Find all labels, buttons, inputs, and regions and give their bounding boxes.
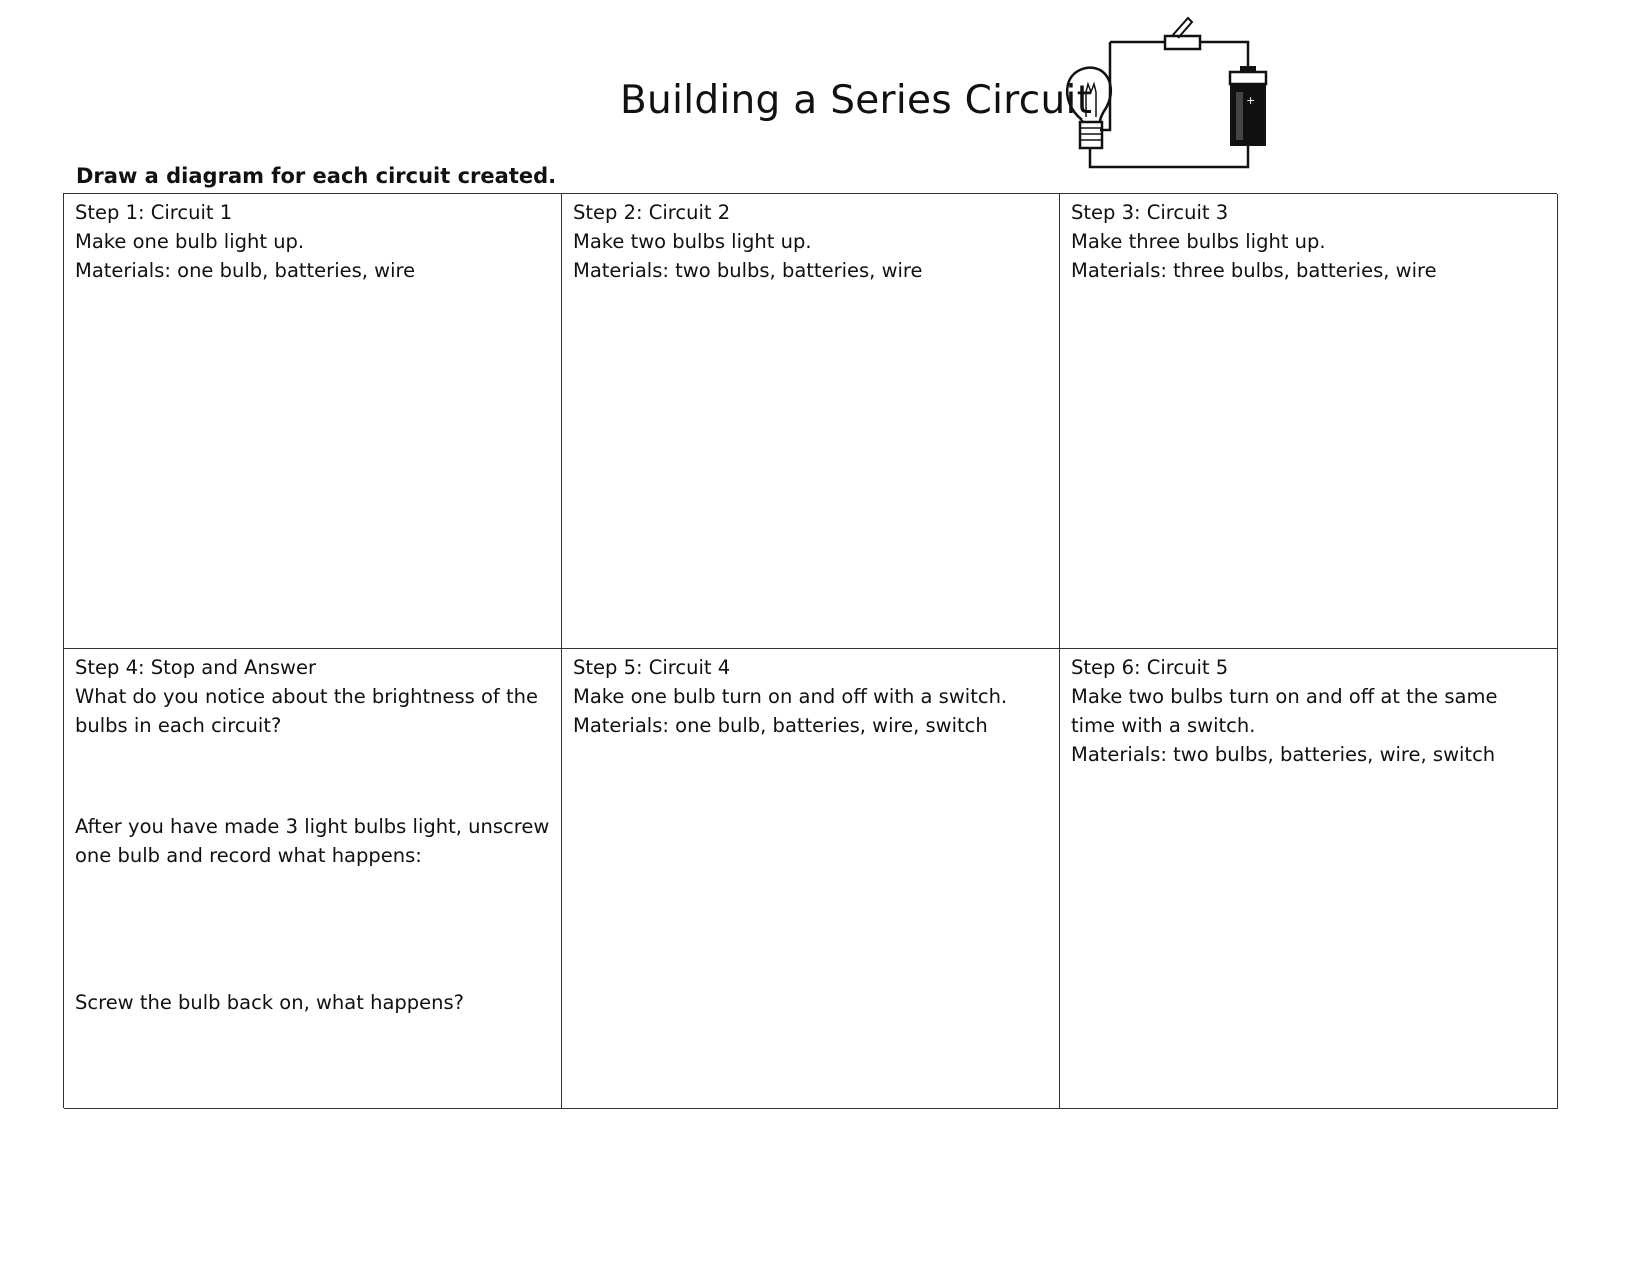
- step-6-heading: Step 6: Circuit 5: [1071, 656, 1229, 679]
- step-1-task: Make one bulb light up.: [75, 230, 305, 253]
- step-4-heading: Step 4: Stop and Answer: [75, 656, 317, 679]
- step-5-cell[interactable]: [562, 649, 1060, 1109]
- step-5-heading: Step 5: Circuit 4: [573, 656, 731, 679]
- step-5-task: Make one bulb turn on and off with a switch.: [573, 685, 1008, 708]
- step-4-question-screw-back: Screw the bulb back on, what happens?: [75, 991, 465, 1014]
- svg-text:+: +: [1246, 94, 1256, 107]
- step-6-task: Make two bulbs turn on and off at the same time with a switch.: [1071, 685, 1498, 737]
- step-2-heading: Step 2: Circuit 2: [573, 201, 731, 224]
- step-3-materials: Materials: three bulbs, batteries, wire: [1071, 259, 1437, 282]
- circuit-steps-table: [63, 193, 1557, 1108]
- step-4-cell[interactable]: [64, 649, 562, 1109]
- step-3-task: Make three bulbs light up.: [1071, 230, 1326, 253]
- step-6-cell[interactable]: [1060, 649, 1558, 1109]
- step-3-cell[interactable]: [1060, 194, 1558, 649]
- step-6-materials: Materials: two bulbs, batteries, wire, switch: [1071, 743, 1496, 766]
- step-1-heading: Step 1: Circuit 1: [75, 201, 233, 224]
- step-1-materials: Materials: one bulb, batteries, wire: [75, 259, 416, 282]
- step-2-task: Make two bulbs light up.: [573, 230, 812, 253]
- instruction-text: Draw a diagram for each circuit created.: [76, 164, 557, 188]
- page-title: Building a Series Circuit: [620, 78, 1093, 123]
- step-5-materials: Materials: one bulb, batteries, wire, switch: [573, 714, 988, 737]
- step-1-cell[interactable]: [64, 194, 562, 649]
- step-3-heading: Step 3: Circuit 3: [1071, 201, 1229, 224]
- step-4-question-unscrew: After you have made 3 light bulbs light, unscrew one bulb and record what happens:: [75, 815, 550, 867]
- series-circuit-icon: [1060, 12, 1275, 172]
- step-2-cell[interactable]: [562, 194, 1060, 649]
- step-2-materials: Materials: two bulbs, batteries, wire: [573, 259, 923, 282]
- step-4-question-brightness: What do you notice about the brightness of the bulbs in each circuit?: [75, 685, 538, 737]
